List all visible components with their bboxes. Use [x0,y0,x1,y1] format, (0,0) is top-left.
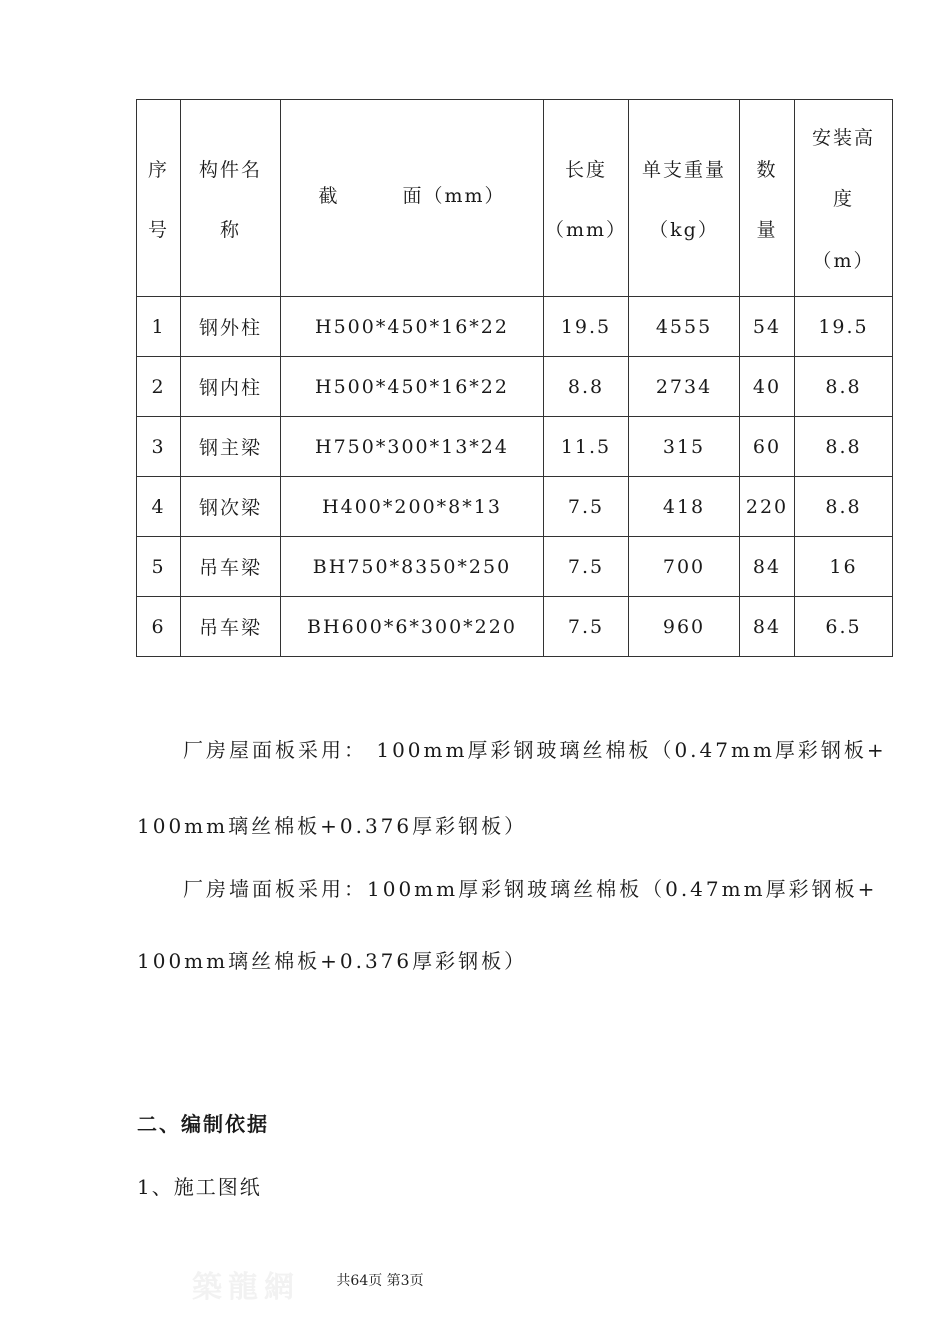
cell-name: 钢次梁 [181,477,281,537]
cell-height: 8.8 [795,417,893,477]
cell-qty: 84 [740,537,795,597]
cell-qty: 220 [740,477,795,537]
cell-weight: 2734 [629,357,740,417]
cell-qty: 60 [740,417,795,477]
component-table [136,99,893,657]
cell-qty: 54 [740,297,795,357]
cell-length: 8.8 [544,357,629,417]
wall-panel-paragraph-line1: 厂房墙面板采用：100mm厚彩钢玻璃丝棉板（0.47mm厚彩钢板+ [183,877,878,901]
cell-length: 7.5 [544,537,629,597]
page-footer: 共64页 第3页 [336,1273,424,1289]
table-row [137,477,893,537]
cell-section: BH600*6*300*220 [281,597,544,657]
table-row [137,297,893,357]
roof-panel-paragraph-line2: 100mm璃丝棉板+0.376厚彩钢板） [137,814,528,838]
cell-weight: 700 [629,537,740,597]
cell-section: H750*300*13*24 [281,417,544,477]
table-row [137,597,893,657]
header-qty: 数 量 [740,100,795,297]
header-length: 长度 （mm） [544,100,629,297]
table-row [137,537,893,597]
cell-name: 吊车梁 [181,537,281,597]
wall-panel-paragraph-line2: 100mm璃丝棉板+0.376厚彩钢板） [137,949,528,973]
cell-length: 19.5 [544,297,629,357]
cell-height: 6.5 [795,597,893,657]
cell-name: 吊车梁 [181,597,281,657]
header-weight: 单支重量 （kg） [629,100,740,297]
cell-qty: 40 [740,357,795,417]
cell-section: H500*450*16*22 [281,297,544,357]
header-section: 截 面（mm） [281,100,544,297]
header-name: 构件名 称 [181,100,281,297]
cell-qty: 84 [740,597,795,657]
header-seq: 序 号 [137,100,181,297]
cell-weight: 4555 [629,297,740,357]
subsection-heading: 1、施工图纸 [137,1175,262,1199]
cell-length: 7.5 [544,597,629,657]
cell-length: 11.5 [544,417,629,477]
cell-weight: 315 [629,417,740,477]
cell-name: 钢主梁 [181,417,281,477]
cell-name: 钢内柱 [181,357,281,417]
cell-seq: 1 [137,297,181,357]
cell-section: H500*450*16*22 [281,357,544,417]
table-row [137,417,893,477]
cell-seq: 2 [137,357,181,417]
cell-height: 8.8 [795,477,893,537]
section-heading: 二、编制依据 [137,1112,269,1136]
cell-height: 19.5 [795,297,893,357]
cell-section: H400*200*8*13 [281,477,544,537]
cell-weight: 418 [629,477,740,537]
cell-name: 钢外柱 [181,297,281,357]
roof-panel-paragraph-line1: 厂房屋面板采用： 100mm厚彩钢玻璃丝棉板（0.47mm厚彩钢板+ [183,738,887,762]
watermark-logo: 築龍網 [192,1270,300,1305]
cell-seq: 5 [137,537,181,597]
cell-length: 7.5 [544,477,629,537]
cell-section: BH750*8350*250 [281,537,544,597]
cell-height: 8.8 [795,357,893,417]
cell-seq: 6 [137,597,181,657]
cell-seq: 4 [137,477,181,537]
cell-weight: 960 [629,597,740,657]
table-header-row [137,100,893,297]
table-row [137,357,893,417]
cell-height: 16 [795,537,893,597]
cell-seq: 3 [137,417,181,477]
header-height: 安装高 度 （m） [795,100,893,297]
